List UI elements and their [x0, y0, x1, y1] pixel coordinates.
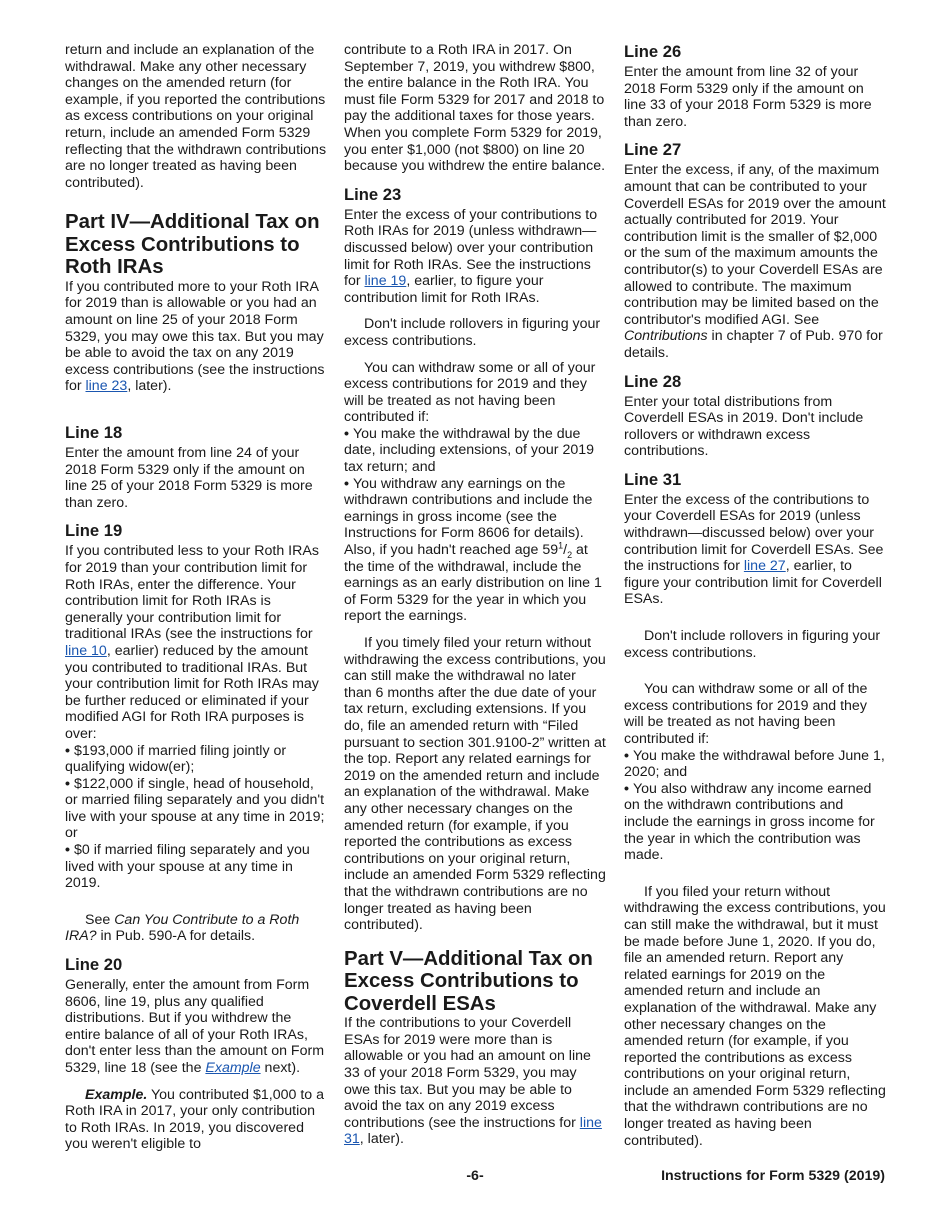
bullet-icon: • — [344, 425, 349, 442]
line-19-text — [65, 543, 327, 742]
bullet-icon: • — [624, 747, 629, 764]
bullet-icon: • — [624, 780, 629, 797]
bullet-icon: • — [344, 475, 349, 492]
line-18-heading: Line 18 — [65, 423, 123, 442]
part-v-text-end: , later). — [359, 1131, 404, 1148]
bullet-text: $0 if married filing separately and you lived with your spouse at any time in 2019. — [65, 842, 310, 892]
see-pub-note — [65, 912, 327, 945]
line-20-text-a: Generally, enter the amount from Form 8606, line 19, plus any qualified distributions. But if you withdrew the entire balance of all of your Roth IRAs, don't enter less than the amount on Form 5329, line 18 (see the — [65, 977, 325, 1076]
line-18-text: Enter the amount from line 24 of your 2018 Form 5329 only if the amount on line 25 of your 2018 Form 5329 is more than zero. — [65, 445, 313, 511]
line-20-heading: Line 20 — [65, 955, 123, 975]
paragraph-continued: return and include an explanation of the withdrawal. Make any other necessary changes on the amended return (for example, if you reported the contributions as excess contributions on your original return, include an amended Form 5329 reflecting that the withdrawn contributions are no longer treated as having been contributed). — [65, 42, 327, 191]
line-23-text-b: , earlier, to figure your contribution limit for Roth IRAs. — [344, 273, 544, 306]
list-item — [624, 781, 886, 864]
list-item — [344, 476, 606, 625]
bullet-text: $122,000 if single, head of household, or married filing separately and you didn't live with your spouse at any time in 2019; or — [65, 775, 325, 842]
column-1 — [65, 42, 327, 1153]
line-20-text — [65, 977, 327, 1077]
example-label: Example. — [85, 1086, 148, 1103]
line-23-link[interactable]: line 23 — [85, 378, 128, 395]
rollover-note: Don't include rollovers in figuring your excess contributions. — [624, 628, 881, 661]
list-item — [65, 776, 327, 842]
bullet-text-end: at the time of the withdrawal, include the earnings as an early distribution on line 1 of Form 5329 for the year in which you report the earnings. — [344, 542, 602, 625]
bullet-text: You make the withdrawal before June 1, 2020; and — [624, 747, 885, 781]
fraction-denominator: 2 — [567, 549, 573, 560]
part-iv-intro — [65, 279, 327, 395]
example-text: You contributed $1,000 to a Roth IRA in 2017, your only contribution to Roth IRAs. In 2019, you discovered you weren't eligible to — [65, 1086, 325, 1153]
line-27-heading: Line 27 — [624, 140, 682, 160]
see-text-b: in Pub. 590-A for details. — [96, 928, 256, 945]
part-iv-text-end: , later). — [127, 378, 172, 395]
bullet-text: You make the withdrawal by the due date, including extensions, of your 2019 tax return; and — [344, 425, 595, 476]
list-item — [624, 748, 886, 781]
column-3 — [624, 42, 886, 1149]
footer-title: Instructions for Form 5329 (2019) — [661, 1168, 885, 1184]
line-23-text — [344, 207, 606, 307]
line-19-text-b: , earlier) reduced by the amount you contributed to traditional IRAs. But your contribution limit for Roth IRAs may be further reduced or eliminated if your modified AGI for Roth IRA purposes is over: — [65, 642, 319, 742]
list-item — [344, 426, 606, 476]
column-2 — [344, 42, 606, 1148]
timely-filed-paragraph: If you timely filed your return without withdrawing the excess contributions, you can still make the withdrawal no later than 6 months after the due date of your tax return, excluding extensions. If you do, file an amended return with “Filed pursuant to section 301.9100-2” written at the top. Report any related earnings for 2019 on the amended return and include an explanation of the withdrawal. Make any other necessary changes on the amended return (for example, if you reported the contributions as excess contributions on your original return, include an amended Form 5329 reflecting that the withdrawn contributions are no longer treated as having been contributed). — [344, 635, 606, 934]
line-27-text — [624, 162, 886, 361]
fraction-slash: / — [563, 542, 568, 559]
withdraw-paragraph: You can withdraw some or all of your excess contributions for 2019 and they will be treated as not having been contributed if: — [344, 359, 596, 426]
line-19-link[interactable]: line 19 — [364, 273, 407, 290]
line-20-text-b: next). — [260, 1060, 301, 1076]
contributions-title: Contributions — [624, 328, 708, 345]
part-iv-text: If you contributed more to your Roth IRA for 2019 than is allowable or you had an amount on line 25 of your 2018 Form 5329, you may owe this tax. But you may be able to avoid the tax on any 2019 excess contributions (see the instructions for — [65, 278, 325, 395]
line-26-heading: Line 26 — [624, 42, 682, 61]
part-v-text: If the contributions to your Coverdell ESAs for 2019 were more than is allowable or you had an amount on line 33 of your 2018 Form 5329, you may owe this tax. But you may be able to avoid the tax on any 2019 excess contributions (see the instructions for — [344, 1015, 591, 1131]
bullet-text: $193,000 if married filing jointly or qualifying widow(er); — [65, 742, 287, 776]
bullet-icon: • — [65, 775, 70, 792]
fraction-numerator: 1 — [558, 540, 564, 551]
line-31-link[interactable]: line 31 — [344, 1114, 602, 1148]
list-item — [65, 743, 327, 776]
example-link[interactable]: Example — [205, 1060, 261, 1076]
line-10-link[interactable]: line 10 — [65, 642, 107, 659]
withdraw-paragraph: You can withdraw some or all of the excess contributions for 2019 and they will be treated as not having been contributed if: — [624, 681, 868, 747]
line-19-text-a: If you contributed less to your Roth IRAs for 2019 than your contribution limit for Roth IRAs, enter the difference. Your contribution limit for Roth IRAs is generally your contribution limit for traditional IRAs (see the instructions for — [65, 543, 319, 643]
see-title: Can You Contribute to a Roth IRA? — [65, 911, 300, 945]
line-23-text-a: Enter the excess of your contributions to Roth IRAs for 2019 (unless withdrawn—discussed below) over your contribution limit for Roth IRAs. See the instructions for — [344, 206, 598, 290]
line-23-heading: Line 23 — [344, 184, 402, 204]
line-27-link[interactable]: line 27 — [743, 558, 786, 575]
see-text-a: See — [85, 911, 115, 928]
line-19-heading: Line 19 — [65, 521, 123, 541]
list-item — [65, 842, 327, 892]
bullet-icon: • — [65, 742, 70, 759]
filed-return-paragraph: If you filed your return without withdrawing the excess contributions, you can still make the withdrawal, but it must be made before June 1, 2020. If you do, file an amended return. Report any related earnings for 2019 on the amended return and include an explanation of the withdrawal. Make any other necessary changes on the amended return (for example, if you reported the contributions as excess contributions on your original return, include an amended Form 5329 reflecting that the withdrawn contributions are no longer treated as having been contributed). — [624, 883, 886, 1149]
line-28-heading: Line 28 — [624, 371, 682, 391]
line-28-text: Enter your total distributions from Coverdell ESAs in 2019. Don't include rollovers or withdrawn excess contributions. — [624, 393, 864, 460]
bullet-text: You withdraw any earnings on the withdrawn contributions and include the earnings in gross income (see the Instructions for Form 8606 for details). Also, if you hadn't reached age 59 — [344, 475, 593, 559]
line-31-text-a: Enter the excess of the contributions to your Coverdell ESAs for 2019 (unless withdrawn—discussed below) over your contribution limit for Coverdell ESAs. See the instructions for — [624, 491, 884, 575]
line-27-text-b: in chapter 7 of Pub. 970 for details. — [624, 328, 883, 361]
paragraph-continued: contribute to a Roth IRA in 2017. On September 7, 2019, you withdrew $800, the entire balance in the Roth IRA. You must file Form 5329 for 2017 and 2018 to pay the additional taxes for those years. When you complete Form 5329 for 2019, you enter $1,000 (not $800) on line 20 because you withdrew the entire balance. — [344, 42, 606, 175]
bullet-icon: • — [65, 842, 70, 859]
example-paragraph — [65, 1087, 327, 1153]
line-31-heading: Line 31 — [624, 469, 682, 489]
part-v-heading: Part V—Additional Tax on Excess Contributions to Coverdell ESAs — [344, 947, 593, 1015]
part-v-intro — [344, 1015, 606, 1148]
line-26-text: Enter the amount from line 32 of your 2018 Form 5329 only if the amount on line 33 of your 2018 Form 5329 is more than zero. — [624, 64, 872, 130]
line-31-text — [624, 492, 886, 608]
page-number: -6- — [466, 1168, 484, 1184]
rollover-note: Don't include rollovers in figuring your excess contributions. — [344, 316, 601, 349]
line-27-text-a: Enter the excess, if any, of the maximum amount that can be contributed to your Coverdell ESAs for 2019 over the amount actually contributed for 2019. Your contribution limit is the smaller of $2,000 or the sum of the maximum amounts the contributor(s) to your Coverdell ESAs are allowed to contribute. The maximum contribution may be limited based on the contributor's modified AGI. See — [624, 162, 886, 328]
part-iv-heading: Part IV—Additional Tax on Excess Contributions to Roth IRAs — [65, 211, 320, 279]
bullet-text: You also withdraw any income earned on the withdrawn contributions and include the earnings in gross income for the year in which the contribution was made. — [624, 780, 875, 864]
line-31-text-b: , earlier, to figure your contribution limit for Coverdell ESAs. — [624, 558, 882, 608]
